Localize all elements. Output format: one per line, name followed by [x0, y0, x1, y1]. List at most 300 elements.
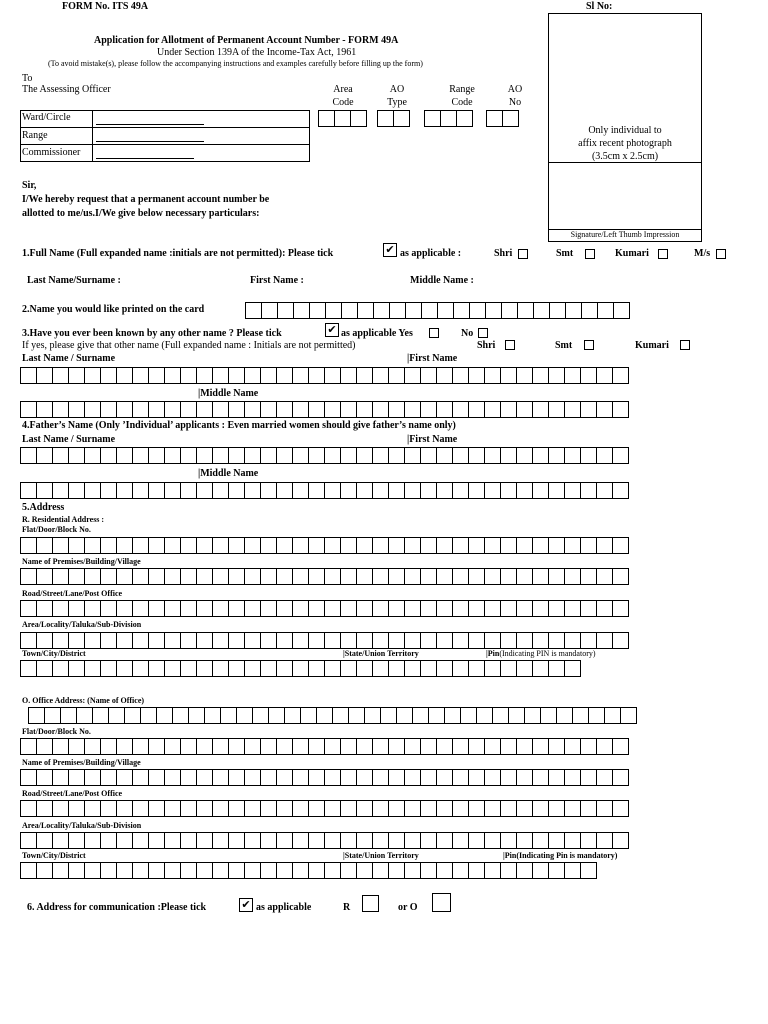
char-box[interactable] [517, 367, 533, 384]
char-box[interactable] [453, 862, 469, 879]
char-box[interactable] [373, 482, 389, 499]
char-box[interactable] [277, 568, 293, 585]
char-box[interactable] [341, 862, 357, 879]
char-box[interactable] [21, 738, 37, 755]
char-box[interactable] [197, 660, 213, 677]
char-box[interactable] [389, 600, 405, 617]
char-box[interactable] [181, 482, 197, 499]
char-box[interactable] [101, 738, 117, 755]
char-box[interactable] [293, 367, 309, 384]
char-box[interactable] [501, 738, 517, 755]
char-box[interactable] [149, 862, 165, 879]
char-box[interactable] [149, 568, 165, 585]
char-box[interactable] [149, 537, 165, 554]
char-box[interactable] [613, 632, 629, 649]
char-box[interactable] [501, 800, 517, 817]
char-box[interactable] [117, 832, 133, 849]
char-box[interactable] [485, 660, 501, 677]
char-box[interactable] [469, 632, 485, 649]
char-box[interactable] [277, 632, 293, 649]
char-box[interactable] [565, 862, 581, 879]
char-box[interactable] [469, 738, 485, 755]
char-box[interactable] [21, 862, 37, 879]
char-box[interactable] [533, 401, 549, 418]
char-box[interactable] [53, 537, 69, 554]
char-box[interactable] [165, 660, 181, 677]
char-box[interactable] [165, 482, 181, 499]
char-box[interactable] [309, 632, 325, 649]
char-box[interactable] [405, 769, 421, 786]
char-box[interactable] [453, 568, 469, 585]
char-box[interactable] [517, 660, 533, 677]
char-box[interactable] [309, 862, 325, 879]
char-box[interactable] [389, 632, 405, 649]
char-box[interactable] [405, 632, 421, 649]
q3-middle-name-boxes[interactable] [20, 401, 629, 418]
char-box[interactable] [373, 401, 389, 418]
char-box[interactable] [517, 769, 533, 786]
char-box[interactable] [69, 738, 85, 755]
char-box[interactable] [421, 367, 437, 384]
char-box[interactable] [69, 832, 85, 849]
office-name-boxes[interactable] [28, 707, 637, 724]
char-box[interactable] [85, 568, 101, 585]
char-box[interactable] [149, 482, 165, 499]
char-box[interactable] [261, 800, 277, 817]
char-box[interactable] [486, 302, 502, 319]
char-box[interactable] [21, 447, 37, 464]
char-box[interactable] [453, 800, 469, 817]
char-box[interactable] [53, 447, 69, 464]
char-box[interactable] [309, 482, 325, 499]
char-box[interactable] [93, 707, 109, 724]
char-box[interactable] [293, 482, 309, 499]
char-box[interactable] [413, 707, 429, 724]
char-box[interactable] [109, 707, 125, 724]
char-box[interactable] [77, 707, 93, 724]
char-box[interactable] [213, 482, 229, 499]
char-box[interactable] [613, 800, 629, 817]
char-box[interactable] [613, 367, 629, 384]
char-box[interactable] [549, 660, 565, 677]
char-box[interactable] [117, 632, 133, 649]
char-box[interactable] [85, 769, 101, 786]
char-box[interactable] [294, 302, 310, 319]
char-box[interactable] [181, 447, 197, 464]
char-box[interactable] [389, 568, 405, 585]
char-box[interactable] [21, 769, 37, 786]
char-box[interactable] [405, 568, 421, 585]
char-box[interactable] [597, 447, 613, 464]
char-box[interactable] [421, 862, 437, 879]
char-box[interactable] [549, 862, 565, 879]
char-box[interactable] [341, 447, 357, 464]
range-field[interactable] [96, 129, 204, 142]
char-box[interactable] [165, 769, 181, 786]
title-kumari-checkbox[interactable] [658, 249, 668, 259]
char-box[interactable] [293, 769, 309, 786]
char-box[interactable] [581, 800, 597, 817]
char-box[interactable] [261, 447, 277, 464]
char-box[interactable] [101, 800, 117, 817]
char-box[interactable] [581, 769, 597, 786]
char-box[interactable] [261, 401, 277, 418]
char-box[interactable] [53, 738, 69, 755]
char-box[interactable] [133, 769, 149, 786]
res-town-state-pin-boxes[interactable] [20, 660, 581, 677]
char-box[interactable] [262, 302, 278, 319]
char-box[interactable] [425, 110, 441, 127]
char-box[interactable] [309, 660, 325, 677]
char-box[interactable] [485, 367, 501, 384]
char-box[interactable] [277, 769, 293, 786]
char-box[interactable] [61, 707, 77, 724]
char-box[interactable] [53, 482, 69, 499]
off-road-boxes[interactable] [20, 800, 629, 817]
char-box[interactable] [261, 367, 277, 384]
char-box[interactable] [517, 832, 533, 849]
char-box[interactable] [485, 447, 501, 464]
char-box[interactable] [117, 769, 133, 786]
char-box[interactable] [149, 738, 165, 755]
char-box[interactable] [229, 862, 245, 879]
char-box[interactable] [85, 832, 101, 849]
char-box[interactable] [421, 660, 437, 677]
char-box[interactable] [181, 632, 197, 649]
char-box[interactable] [437, 832, 453, 849]
char-box[interactable] [342, 302, 358, 319]
char-box[interactable] [213, 367, 229, 384]
char-box[interactable] [69, 660, 85, 677]
char-box[interactable] [581, 738, 597, 755]
card-name-boxes[interactable] [245, 302, 630, 319]
char-box[interactable] [237, 707, 253, 724]
char-box[interactable] [37, 738, 53, 755]
char-box[interactable] [197, 482, 213, 499]
char-box[interactable] [573, 707, 589, 724]
char-box[interactable] [373, 800, 389, 817]
char-box[interactable] [133, 862, 149, 879]
char-box[interactable] [37, 769, 53, 786]
char-box[interactable] [181, 537, 197, 554]
char-box[interactable] [381, 707, 397, 724]
char-box[interactable] [221, 707, 237, 724]
char-box[interactable] [469, 568, 485, 585]
char-box[interactable] [437, 568, 453, 585]
char-box[interactable] [405, 800, 421, 817]
char-box[interactable] [357, 862, 373, 879]
char-box[interactable] [133, 660, 149, 677]
char-box[interactable] [581, 862, 597, 879]
char-box[interactable] [213, 769, 229, 786]
char-box[interactable] [117, 482, 133, 499]
off-premises-boxes[interactable] [20, 769, 629, 786]
char-box[interactable] [341, 660, 357, 677]
char-box[interactable] [149, 367, 165, 384]
char-box[interactable] [45, 707, 61, 724]
char-box[interactable] [245, 660, 261, 677]
char-box[interactable] [229, 660, 245, 677]
char-box[interactable] [149, 660, 165, 677]
char-box[interactable] [197, 600, 213, 617]
char-box[interactable] [85, 367, 101, 384]
char-box[interactable] [389, 401, 405, 418]
char-box[interactable] [549, 600, 565, 617]
char-box[interactable] [53, 769, 69, 786]
char-box[interactable] [141, 707, 157, 724]
char-box[interactable] [453, 482, 469, 499]
char-box[interactable] [502, 302, 518, 319]
char-box[interactable] [405, 660, 421, 677]
char-box[interactable] [229, 447, 245, 464]
char-box[interactable] [517, 632, 533, 649]
char-box[interactable] [37, 447, 53, 464]
char-box[interactable] [469, 401, 485, 418]
char-box[interactable] [293, 447, 309, 464]
char-box[interactable] [533, 832, 549, 849]
char-box[interactable] [549, 832, 565, 849]
char-box[interactable] [378, 110, 394, 127]
char-box[interactable] [533, 769, 549, 786]
char-box[interactable] [389, 660, 405, 677]
char-box[interactable] [213, 800, 229, 817]
char-box[interactable] [53, 862, 69, 879]
char-box[interactable] [53, 660, 69, 677]
char-box[interactable] [181, 600, 197, 617]
char-box[interactable] [325, 832, 341, 849]
char-box[interactable] [565, 738, 581, 755]
char-box[interactable] [487, 110, 503, 127]
char-box[interactable] [229, 632, 245, 649]
char-box[interactable] [293, 660, 309, 677]
char-box[interactable] [437, 738, 453, 755]
char-box[interactable] [213, 660, 229, 677]
char-box[interactable] [405, 832, 421, 849]
char-box[interactable] [533, 632, 549, 649]
char-box[interactable] [277, 862, 293, 879]
char-box[interactable] [581, 447, 597, 464]
char-box[interactable] [533, 537, 549, 554]
char-box[interactable] [197, 632, 213, 649]
other-name-no-checkbox[interactable] [478, 328, 488, 338]
char-box[interactable] [101, 537, 117, 554]
father-last-first-boxes[interactable] [20, 447, 629, 464]
char-box[interactable] [117, 537, 133, 554]
char-box[interactable] [405, 401, 421, 418]
char-box[interactable] [69, 482, 85, 499]
char-box[interactable] [565, 401, 581, 418]
char-box[interactable] [165, 537, 181, 554]
char-box[interactable] [213, 537, 229, 554]
char-box[interactable] [133, 632, 149, 649]
char-box[interactable] [69, 600, 85, 617]
char-box[interactable] [501, 537, 517, 554]
char-box[interactable] [245, 447, 261, 464]
char-box[interactable] [485, 600, 501, 617]
char-box[interactable] [501, 401, 517, 418]
char-box[interactable] [149, 632, 165, 649]
char-box[interactable] [69, 769, 85, 786]
char-box[interactable] [405, 367, 421, 384]
char-box[interactable] [501, 832, 517, 849]
char-box[interactable] [165, 447, 181, 464]
char-box[interactable] [501, 632, 517, 649]
char-box[interactable] [453, 832, 469, 849]
char-box[interactable] [437, 769, 453, 786]
char-box[interactable] [421, 401, 437, 418]
char-box[interactable] [21, 367, 37, 384]
char-box[interactable] [213, 401, 229, 418]
off-flat-boxes[interactable] [20, 738, 629, 755]
char-box[interactable] [245, 537, 261, 554]
char-box[interactable] [565, 537, 581, 554]
char-box[interactable] [133, 738, 149, 755]
char-box[interactable] [485, 568, 501, 585]
char-box[interactable] [37, 632, 53, 649]
char-box[interactable] [213, 832, 229, 849]
char-box[interactable] [501, 660, 517, 677]
char-box[interactable] [165, 401, 181, 418]
char-box[interactable] [310, 302, 326, 319]
char-box[interactable] [293, 800, 309, 817]
char-box[interactable] [181, 862, 197, 879]
char-box[interactable] [85, 738, 101, 755]
char-box[interactable] [133, 482, 149, 499]
char-box[interactable] [229, 568, 245, 585]
char-box[interactable] [469, 862, 485, 879]
ao-type-boxes[interactable] [377, 110, 410, 127]
comm-office-checkbox[interactable] [432, 893, 451, 912]
char-box[interactable] [21, 632, 37, 649]
char-box[interactable] [549, 401, 565, 418]
char-box[interactable] [341, 401, 357, 418]
char-box[interactable] [477, 707, 493, 724]
char-box[interactable] [453, 738, 469, 755]
char-box[interactable] [389, 482, 405, 499]
char-box[interactable] [37, 862, 53, 879]
char-box[interactable] [485, 401, 501, 418]
char-box[interactable] [53, 600, 69, 617]
char-box[interactable] [285, 707, 301, 724]
char-box[interactable] [421, 568, 437, 585]
char-box[interactable] [325, 447, 341, 464]
char-box[interactable] [133, 401, 149, 418]
char-box[interactable] [357, 401, 373, 418]
q3-last-first-boxes[interactable] [20, 367, 629, 384]
char-box[interactable] [373, 537, 389, 554]
char-box[interactable] [437, 660, 453, 677]
q3-kumari-checkbox[interactable] [680, 340, 690, 350]
char-box[interactable] [181, 738, 197, 755]
char-box[interactable] [390, 302, 406, 319]
char-box[interactable] [277, 367, 293, 384]
char-box[interactable] [213, 862, 229, 879]
char-box[interactable] [389, 769, 405, 786]
char-box[interactable] [581, 600, 597, 617]
res-area-boxes[interactable] [20, 632, 629, 649]
char-box[interactable] [453, 367, 469, 384]
char-box[interactable] [37, 600, 53, 617]
char-box[interactable] [549, 537, 565, 554]
char-box[interactable] [325, 482, 341, 499]
char-box[interactable] [357, 832, 373, 849]
char-box[interactable] [453, 600, 469, 617]
char-box[interactable] [341, 632, 357, 649]
char-box[interactable] [597, 800, 613, 817]
char-box[interactable] [501, 568, 517, 585]
char-box[interactable] [470, 302, 486, 319]
char-box[interactable] [229, 401, 245, 418]
char-box[interactable] [53, 401, 69, 418]
char-box[interactable] [485, 800, 501, 817]
char-box[interactable] [335, 110, 351, 127]
char-box[interactable] [21, 800, 37, 817]
char-box[interactable] [277, 401, 293, 418]
char-box[interactable] [485, 738, 501, 755]
char-box[interactable] [533, 600, 549, 617]
char-box[interactable] [373, 862, 389, 879]
char-box[interactable] [613, 482, 629, 499]
char-box[interactable] [245, 738, 261, 755]
char-box[interactable] [613, 769, 629, 786]
char-box[interactable] [69, 568, 85, 585]
char-box[interactable] [21, 568, 37, 585]
range-code-boxes[interactable] [424, 110, 473, 127]
char-box[interactable] [517, 862, 533, 879]
char-box[interactable] [389, 800, 405, 817]
char-box[interactable] [582, 302, 598, 319]
char-box[interactable] [117, 367, 133, 384]
char-box[interactable] [389, 862, 405, 879]
char-box[interactable] [565, 832, 581, 849]
char-box[interactable] [101, 600, 117, 617]
char-box[interactable] [293, 862, 309, 879]
char-box[interactable] [293, 537, 309, 554]
char-box[interactable] [357, 769, 373, 786]
char-box[interactable] [437, 537, 453, 554]
char-box[interactable] [469, 769, 485, 786]
char-box[interactable] [501, 769, 517, 786]
char-box[interactable] [278, 302, 294, 319]
char-box[interactable] [485, 769, 501, 786]
char-box[interactable] [261, 537, 277, 554]
char-box[interactable] [389, 367, 405, 384]
char-box[interactable] [301, 707, 317, 724]
char-box[interactable] [197, 800, 213, 817]
char-box[interactable] [101, 401, 117, 418]
char-box[interactable] [373, 367, 389, 384]
char-box[interactable] [501, 447, 517, 464]
char-box[interactable] [357, 568, 373, 585]
char-box[interactable] [533, 447, 549, 464]
char-box[interactable] [421, 738, 437, 755]
char-box[interactable] [357, 660, 373, 677]
char-box[interactable] [421, 832, 437, 849]
char-box[interactable] [581, 832, 597, 849]
char-box[interactable] [565, 482, 581, 499]
q3-shri-checkbox[interactable] [505, 340, 515, 350]
commissioner-field[interactable] [96, 146, 194, 159]
char-box[interactable] [277, 738, 293, 755]
char-box[interactable] [533, 862, 549, 879]
char-box[interactable] [453, 447, 469, 464]
char-box[interactable] [349, 707, 365, 724]
char-box[interactable] [421, 447, 437, 464]
char-box[interactable] [181, 800, 197, 817]
char-box[interactable] [149, 769, 165, 786]
char-box[interactable] [429, 707, 445, 724]
char-box[interactable] [261, 600, 277, 617]
